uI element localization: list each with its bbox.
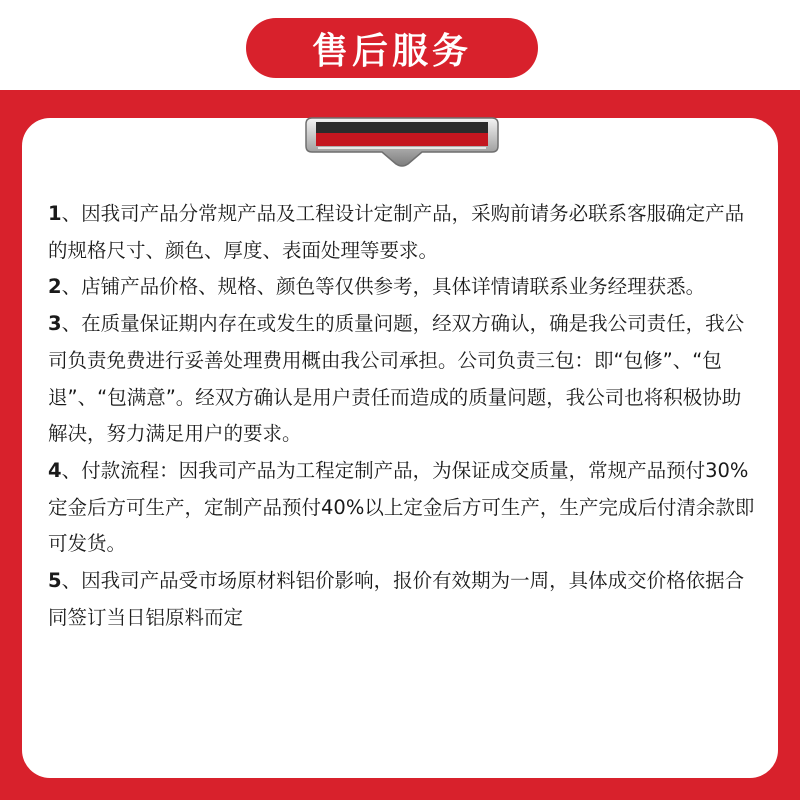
page-title: 售后服务 [311,30,472,72]
item-text: 、因我司产品分常规产品及工程设计定制产品，采购前请务必联系客服确定产品的规格尺寸、颜色、厚度、表面处理等要求。 [48,202,745,262]
item-number: 2 [48,275,62,299]
item-text: 、付款流程：因我司产品为工程定制产品，为保证成交质量，常规产品预付30%定金后方可生产，定制产品预付40%以上定金后方可生产，生产完成后付清余款即可发货。 [48,458,755,556]
item-text: 、店铺产品价格、规格、颜色等仅供参考，具体详情请联系业务经理获悉。 [61,275,706,299]
item-text: 、在质量保证期内存在或发生的质量问题，经双方确认，确是我公司责任，我公司负责免费进行妥善处理费用概由我公司承担。公司负责三包：即“包修”、“包退”、“包满意”。经双方确认是用户责任而造成的质量问题，我公司也将积极协助解决，努力满足用户的要求。 [48,312,745,446]
item-number: 5 [48,569,62,593]
list-item [48,453,756,563]
list-item [48,196,756,269]
list-item [48,306,756,453]
item-number: 3 [48,312,62,336]
list-item [48,269,756,306]
title-banner [246,18,538,78]
item-number: 1 [48,202,62,225]
clipboard-clip-icon [304,112,500,168]
item-number: 4 [48,458,62,482]
terms-list [48,196,756,636]
list-item [48,563,756,636]
item-text: 、因我司产品受市场原材料铝价影响，报价有效期为一周，具体成交价格依据合同签订当日铝原料而定 [48,569,745,629]
